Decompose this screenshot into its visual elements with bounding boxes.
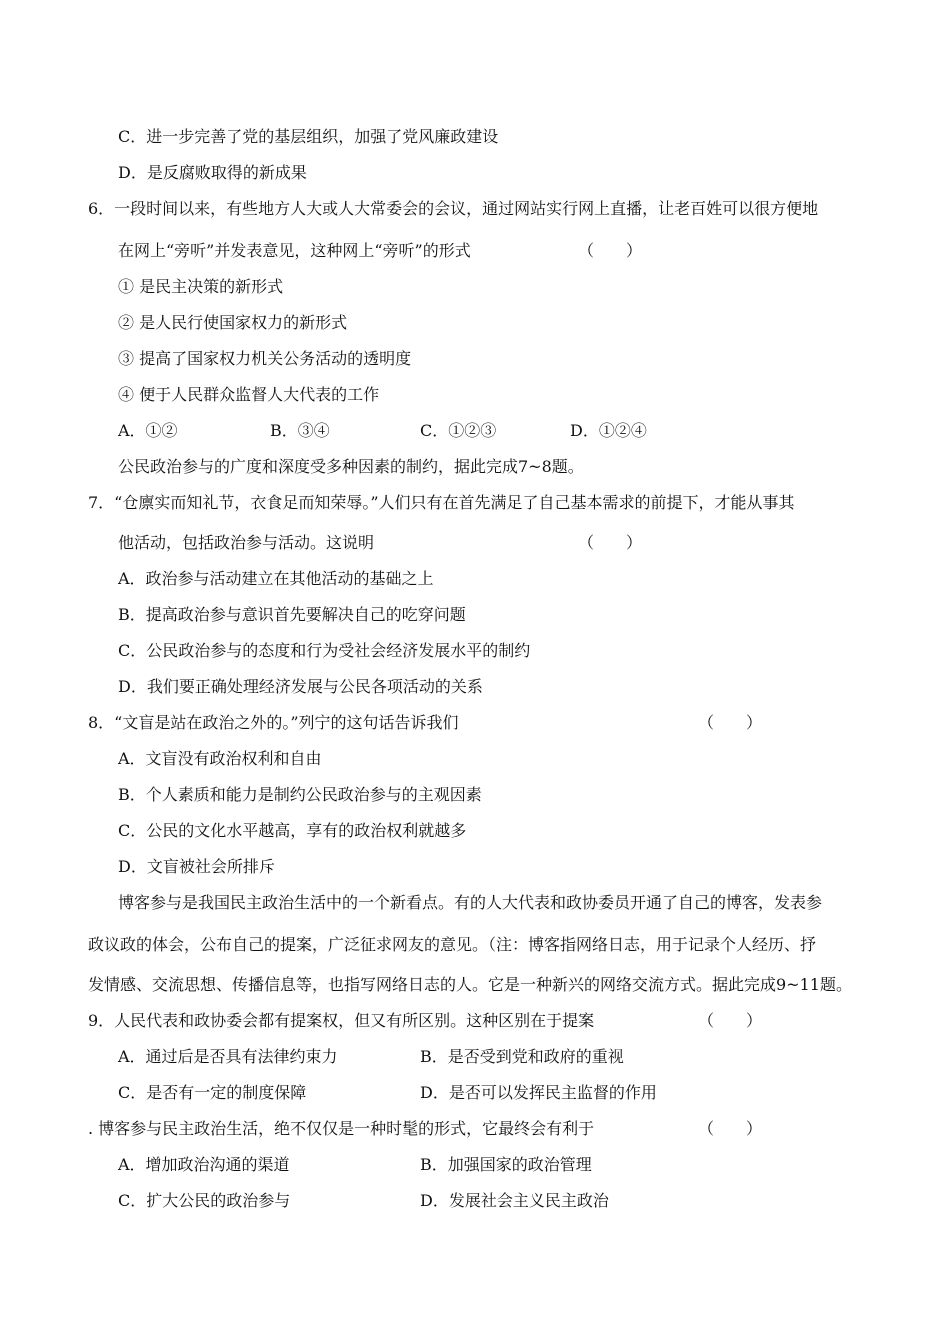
q5-option-d: D．是反腐败取得的新成果: [118, 163, 307, 182]
q7-stem-line2: 他活动，包括政治参与活动。这说明: [118, 533, 375, 552]
q6-stem-line2: 在网上“旁听”并发表意见，这种网上“旁听”的形式: [118, 241, 471, 260]
q6-option-c: C．①②③: [420, 421, 497, 440]
q6-option-d: D．①②④: [570, 421, 647, 440]
q9-stem: 9．人民代表和政协委会都有提案权，但又有所区别。这种区别在于提案: [88, 1011, 595, 1030]
q9-answer-blank: （ ）: [698, 1011, 763, 1030]
q9-option-a: A．通过后是否具有法律约束力: [118, 1047, 338, 1066]
intro-q9-q11-line1: 博客参与是我国民主政治生活中的一个新看点。有的人大代表和政协委员开通了自己的博客，发表参: [118, 893, 823, 912]
intro-q7-q8: 公民政治参与的广度和深度受多种因素的制约，据此完成7~8题。: [118, 457, 584, 476]
intro-q9-q11-line3: 发情感、交流思想、传播信息等，也指写网络日志的人。它是一种新兴的网络交流方式。据此完成9~11题。: [88, 975, 852, 994]
q6-item-2: ② 是人民行使国家权力的新形式: [118, 313, 348, 332]
q6-stem-line1: 6．一段时间以来，有些地方人大或人大常委会的会议，通过网站实行网上直播，让老百姓可以很方便地: [88, 199, 819, 218]
q9-option-d: D．是否可以发挥民主监督的作用: [420, 1083, 657, 1102]
q8-option-a: A．文盲没有政治权利和自由: [118, 749, 322, 768]
q6-item-4: ④ 便于人民群众监督人大代表的工作: [118, 385, 380, 404]
intro-q9-q11-line2: 政议政的体会，公布自己的提案，广泛征求网友的意见。（注：博客指网络日志，用于记录个人经历、抒: [88, 935, 817, 954]
q10-stem: . 博客参与民主政治生活，绝不仅仅是一种时髦的形式，它最终会有利于: [88, 1119, 595, 1138]
q6-item-3: ③ 提高了国家权力机关公务活动的透明度: [118, 349, 412, 368]
q8-stem: 8．“文盲是站在政治之外的。”列宁的这句话告诉我们: [88, 713, 459, 732]
q6-option-a: A．①②: [118, 421, 178, 440]
q10-option-a: A．增加政治沟通的渠道: [118, 1155, 290, 1174]
q7-option-b: B．提高政治参与意识首先要解决自己的吃穿问题: [118, 605, 466, 624]
q10-answer-blank: （ ）: [698, 1119, 763, 1138]
q8-answer-blank: （ ）: [698, 713, 763, 732]
q6-item-1: ① 是民主决策的新形式: [118, 277, 284, 296]
q6-answer-blank: （ ）: [578, 241, 643, 260]
q8-option-b: B．个人素质和能力是制约公民政治参与的主观因素: [118, 785, 482, 804]
q10-option-b: B．加强国家的政治管理: [420, 1155, 592, 1174]
q7-answer-blank: （ ）: [578, 533, 643, 552]
q9-option-c: C．是否有一定的制度保障: [118, 1083, 307, 1102]
q6-option-b: B．③④: [270, 421, 330, 440]
q7-option-d: D．我们要正确处理经济发展与公民各项活动的关系: [118, 677, 483, 696]
q8-option-d: D．文盲被社会所排斥: [118, 857, 275, 876]
q7-stem-line1: 7．“仓廪实而知礼节，衣食足而知荣辱。”人们只有在首先满足了自己基本需求的前提下，才能从事其: [88, 493, 795, 512]
q10-option-d: D．发展社会主义民主政治: [420, 1191, 609, 1210]
q8-option-c: C．公民的文化水平越高，享有的政治权利就越多: [118, 821, 467, 840]
q9-option-b: B．是否受到党和政府的重视: [420, 1047, 624, 1066]
q7-option-c: C．公民政治参与的态度和行为受社会经济发展水平的制约: [118, 641, 531, 660]
q5-option-c: C．进一步完善了党的基层组织，加强了党风廉政建设: [118, 127, 499, 146]
q10-option-c: C．扩大公民的政治参与: [118, 1191, 291, 1210]
q7-option-a: A．政治参与活动建立在其他活动的基础之上: [118, 569, 434, 588]
